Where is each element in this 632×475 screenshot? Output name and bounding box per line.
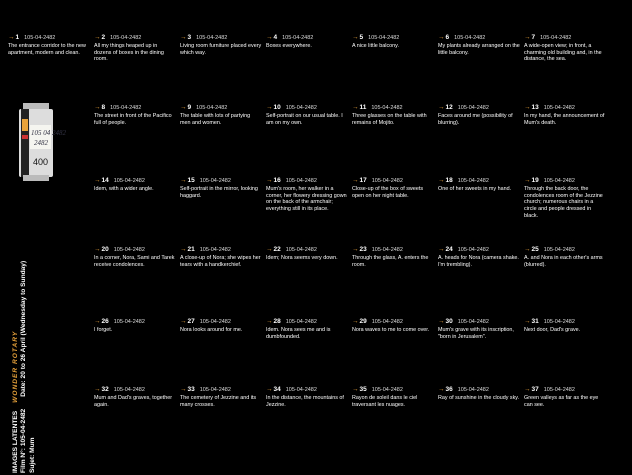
frame-caption: Mum's room, her walker in a corner, her flowery dressing gown on the back of the armchair; everything still in its place. <box>266 186 347 213</box>
frame-code: 105-04-2482 <box>110 35 142 41</box>
arrow-right-icon: → <box>524 104 531 111</box>
frame-number: 25 <box>531 246 539 253</box>
frame-number: 26 <box>101 318 109 325</box>
frame-cell <box>524 245 606 268</box>
frame-caption: Boxes everywhere. <box>266 43 312 49</box>
frame-number: 16 <box>273 177 281 184</box>
frame-cell <box>438 176 520 193</box>
frame-code: 105-04-2482 <box>457 105 489 111</box>
frame-code: 105-04-2482 <box>543 247 575 253</box>
frame-number: 4 <box>273 34 278 41</box>
frame-code: 105-04-2482 <box>285 319 317 325</box>
frame-number: 14 <box>101 177 109 184</box>
arrow-right-icon: → <box>524 386 531 393</box>
brand-name: WONDER ROTARY <box>12 330 19 403</box>
frame-cell <box>524 385 606 408</box>
frame-code: 105-04-2482 <box>371 178 403 184</box>
frame-caption: Next door, Dad's grave. <box>524 327 581 333</box>
frame-code: 105-04-2482 <box>196 35 228 41</box>
frame-number: 10 <box>273 104 281 111</box>
arrow-right-icon: → <box>8 34 15 41</box>
frame-code: 105-04-2482 <box>110 105 142 111</box>
frame-cell <box>352 245 434 268</box>
arrow-right-icon: → <box>94 318 101 325</box>
frame-caption: All my things heaped up in dozens of boxes in the dining room. <box>94 43 164 63</box>
film-canister-icon <box>18 103 66 181</box>
frame-cell <box>94 103 176 126</box>
frame-number: 28 <box>273 318 281 325</box>
arrow-right-icon: → <box>180 318 187 325</box>
arrow-right-icon: → <box>352 318 359 325</box>
frame-cell <box>438 317 520 340</box>
frame-caption: In a corner, Nora, Sami and Tarek receive condolences. <box>94 255 175 268</box>
frame-number: 29 <box>359 318 367 325</box>
frame-code: 105-04-2482 <box>454 35 486 41</box>
frame-code: 105-04-2482 <box>113 319 145 325</box>
arrow-right-icon: → <box>524 246 531 253</box>
frame-caption: Faces around me (possibility of blurring). <box>438 113 513 126</box>
frame-number: 33 <box>187 386 195 393</box>
frame-caption: I forget. <box>94 327 113 333</box>
frame-code: 105-04-2482 <box>285 387 317 393</box>
frame-caption: The cemetery of Jezzine and its many crosses. <box>180 395 257 408</box>
frame-cell <box>266 103 348 126</box>
frame-caption: A close-up of Nora; she wipes her tears with a handkerchief. <box>180 255 261 268</box>
arrow-right-icon: → <box>352 104 359 111</box>
frame-caption: My plants already arranged on the little balcony. <box>438 43 520 56</box>
frame-code: 105-04-2482 <box>285 105 317 111</box>
frame-caption: In the distance, the mountains of Jezzine. <box>266 395 344 408</box>
frame-caption: Self-portrait on our usual table. I am on my own. <box>266 113 343 126</box>
frame-cell <box>180 176 262 199</box>
frame-cell <box>266 317 348 340</box>
film-title: IMAGES LATENTES <box>12 410 19 473</box>
canister-label: 105 04 2482 <box>31 129 66 137</box>
arrow-right-icon: → <box>94 177 101 184</box>
frame-number: 9 <box>187 104 192 111</box>
frame-caption: A. and Nora in each other's arms (blurred). <box>524 255 603 268</box>
frame-number: 11 <box>359 104 367 111</box>
frame-caption: Idem, with a wider angle. <box>94 186 154 192</box>
frame-cell <box>524 317 606 334</box>
arrow-right-icon: → <box>438 246 445 253</box>
frame-cell <box>180 317 262 334</box>
frame-cell <box>94 176 176 193</box>
film-canister-image <box>18 103 66 181</box>
arrow-right-icon: → <box>352 386 359 393</box>
arrow-right-icon: → <box>180 386 187 393</box>
arrow-right-icon: → <box>438 34 445 41</box>
arrow-right-icon: → <box>524 318 531 325</box>
arrow-right-icon: → <box>352 177 359 184</box>
frame-caption: A nice little balcony. <box>352 43 399 49</box>
frame-caption: Mum and Dad's graves, together again. <box>94 395 173 408</box>
frame-cell <box>180 245 262 268</box>
frame-code: 105-04-2482 <box>371 247 403 253</box>
frame-number: 31 <box>531 318 539 325</box>
frame-caption: Idem. Nora sees me and is dumbfounded. <box>266 327 331 340</box>
frame-caption: Through the back door, the condolences room of the Jezzine church; numerous chairs in a circle and people dressed in black. <box>524 186 603 219</box>
frame-cell <box>94 385 176 408</box>
frame-cell <box>438 103 520 126</box>
frame-caption: Nora waves to me to come over. <box>352 327 430 333</box>
frame-caption: In my hand, the announcement of Mum's death. <box>524 113 605 126</box>
frame-caption: A. heads for Nora (camera shake. I'm trembling). <box>438 255 519 268</box>
film-info-block <box>12 233 37 473</box>
frame-code: 105-04-2482 <box>457 178 489 184</box>
frame-number: 1 <box>15 34 20 41</box>
frame-caption: Green valleys as far as the eye can see. <box>524 395 599 408</box>
frame-code: 105-04-2482 <box>113 247 145 253</box>
frame-cell <box>94 33 176 63</box>
frame-number: 7 <box>531 34 536 41</box>
frame-number: 24 <box>445 246 453 253</box>
frame-cell <box>524 33 606 63</box>
frame-cell <box>180 103 262 126</box>
frame-caption: The table with lots of partying men and women. <box>180 113 251 126</box>
frame-number: 34 <box>273 386 281 393</box>
arrow-right-icon: → <box>438 104 445 111</box>
svg-text:2482: 2482 <box>34 139 48 147</box>
frame-code: 105-04-2482 <box>24 35 56 41</box>
frame-code: 105-04-2482 <box>543 178 575 184</box>
frame-cell <box>266 176 348 213</box>
frame-cell <box>94 317 176 334</box>
frame-cell <box>352 317 434 334</box>
arrow-right-icon: → <box>180 104 187 111</box>
frame-number: 35 <box>359 386 367 393</box>
frame-number: 5 <box>359 34 364 41</box>
arrow-right-icon: → <box>180 246 187 253</box>
frame-caption: Close-up of the box of sweets open on her night table. <box>352 186 424 199</box>
frame-code: 105-04-2482 <box>199 387 231 393</box>
frame-code: 105-04-2482 <box>199 178 231 184</box>
frame-cell <box>94 245 176 268</box>
arrow-right-icon: → <box>266 177 273 184</box>
arrow-right-icon: → <box>94 104 101 111</box>
frame-cell <box>352 385 434 408</box>
frame-cell <box>438 245 520 268</box>
frame-code: 105-04-2482 <box>282 35 314 41</box>
frame-code: 105-04-2482 <box>285 178 317 184</box>
arrow-right-icon: → <box>524 177 531 184</box>
frame-code: 105-04-2482 <box>368 35 400 41</box>
frame-caption: Through the glass, A. enters the room. <box>352 255 429 268</box>
arrow-right-icon: → <box>438 318 445 325</box>
frame-cell <box>438 385 520 402</box>
frame-number: 32 <box>101 386 109 393</box>
film-date: Date: 20 to 26 April (Wednesday to Sunday) <box>20 260 28 397</box>
frame-cell <box>352 103 434 126</box>
frame-caption: Self-portrait in the mirror, looking haggard. <box>180 186 258 199</box>
frame-cell <box>180 33 262 56</box>
frame-caption: The entrance corridor to the new apartment, modern and clean. <box>8 43 86 56</box>
frame-cell <box>438 33 520 56</box>
frame-number: 37 <box>531 386 539 393</box>
frame-number: 18 <box>445 177 453 184</box>
frame-caption: A wide-open view; in front, a charming old building and, in the distance, the sea. <box>524 43 602 63</box>
frame-caption: One of her sweets in my hand. <box>438 186 512 192</box>
frame-number: 2 <box>101 34 106 41</box>
arrow-right-icon: → <box>94 34 101 41</box>
frame-number: 3 <box>187 34 192 41</box>
frame-number: 22 <box>273 246 281 253</box>
frame-cell <box>524 103 606 126</box>
frame-code: 105-04-2482 <box>113 178 145 184</box>
arrow-right-icon: → <box>266 318 273 325</box>
frame-caption: Rayon de soleil dans le ciel traversant les nuages. <box>352 395 418 408</box>
frame-code: 105-04-2482 <box>457 247 489 253</box>
frame-caption: Idem; Nora seems very down. <box>266 255 338 261</box>
frame-code: 105-04-2482 <box>371 105 403 111</box>
frame-code: 105-04-2482 <box>457 387 489 393</box>
arrow-right-icon: → <box>524 34 531 41</box>
frame-cell <box>8 33 90 56</box>
frame-code: 105-04-2482 <box>543 387 575 393</box>
frame-cell <box>266 33 348 50</box>
arrow-right-icon: → <box>266 246 273 253</box>
frame-number: 15 <box>187 177 195 184</box>
arrow-right-icon: → <box>266 104 273 111</box>
frame-caption: The street in front of the Pacifico full of people. <box>94 113 172 126</box>
arrow-right-icon: → <box>266 34 273 41</box>
frame-cell <box>352 176 434 199</box>
frame-cell <box>266 385 348 408</box>
film-number: Film N°: 105-04-2482 <box>20 408 28 473</box>
frame-code: 105-04-2482 <box>371 319 403 325</box>
frame-caption: Mum's grave with its inscription, "born in Jerusalem". <box>438 327 514 340</box>
frame-cell <box>266 245 348 262</box>
frame-code: 105-04-2482 <box>196 105 228 111</box>
arrow-right-icon: → <box>352 34 359 41</box>
frame-number: 17 <box>359 177 367 184</box>
frame-code: 105-04-2482 <box>543 319 575 325</box>
arrow-right-icon: → <box>438 386 445 393</box>
arrow-right-icon: → <box>180 34 187 41</box>
frame-cell <box>180 385 262 408</box>
arrow-right-icon: → <box>438 177 445 184</box>
frame-number: 30 <box>445 318 453 325</box>
frame-number: 23 <box>359 246 367 253</box>
arrow-right-icon: → <box>180 177 187 184</box>
frame-caption: Nora looks around for me. <box>180 327 243 333</box>
frame-number: 13 <box>531 104 539 111</box>
frame-number: 21 <box>187 246 195 253</box>
frame-code: 105-04-2482 <box>199 319 231 325</box>
frame-code: 105-04-2482 <box>371 387 403 393</box>
frame-caption: Ray of sunshine in the cloudy sky. <box>438 395 520 401</box>
frame-number: 27 <box>187 318 195 325</box>
frame-number: 6 <box>445 34 450 41</box>
frame-cell <box>352 33 434 50</box>
frame-caption: Living room furniture placed every which way. <box>180 43 262 56</box>
frame-caption: Three glasses on the table with remains of Mojito. <box>352 113 427 126</box>
frame-cell <box>524 176 606 220</box>
frame-number: 19 <box>531 177 539 184</box>
frame-number: 36 <box>445 386 453 393</box>
film-subject: Sujet: Mum <box>28 437 36 473</box>
arrow-right-icon: → <box>94 386 101 393</box>
frame-number: 20 <box>101 246 109 253</box>
frame-code: 105-04-2482 <box>199 247 231 253</box>
frame-code: 105-04-2482 <box>540 35 572 41</box>
arrow-right-icon: → <box>94 246 101 253</box>
arrow-right-icon: → <box>266 386 273 393</box>
frame-number: 12 <box>445 104 453 111</box>
frame-code: 105-04-2482 <box>285 247 317 253</box>
frame-code: 105-04-2482 <box>457 319 489 325</box>
frame-number: 8 <box>101 104 106 111</box>
canister-iso: 400 <box>33 157 49 167</box>
frame-code: 105-04-2482 <box>113 387 145 393</box>
arrow-right-icon: → <box>352 246 359 253</box>
frame-code: 105-04-2482 <box>543 105 575 111</box>
